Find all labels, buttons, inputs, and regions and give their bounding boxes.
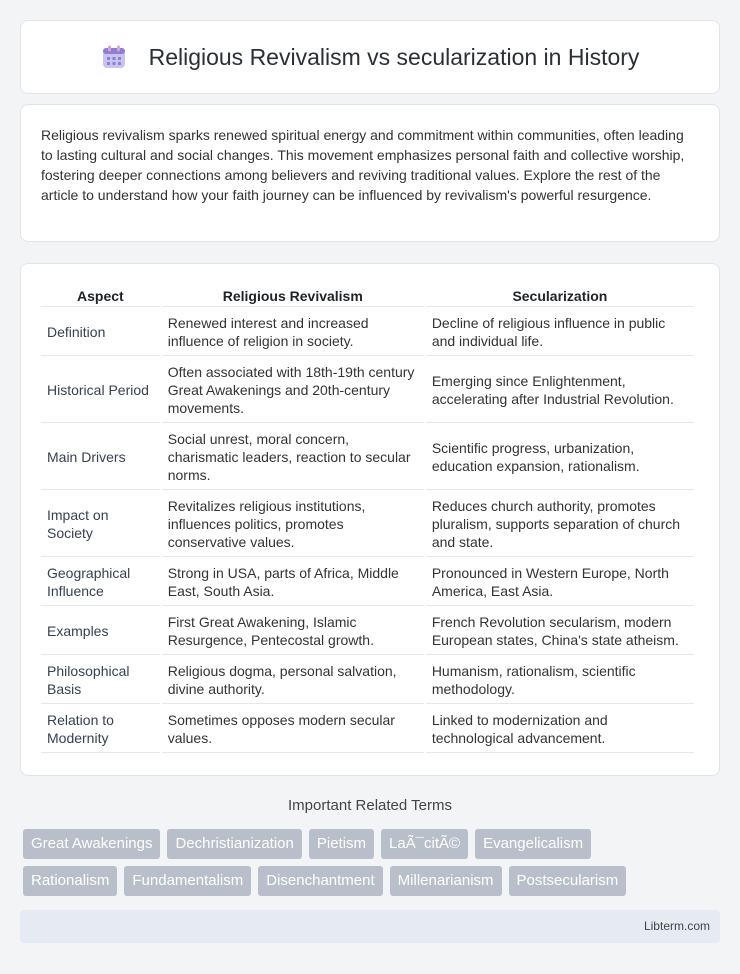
table-row xyxy=(41,706,694,753)
comparison-table-card xyxy=(20,263,720,776)
footer-site-link[interactable]: Libterm.com xyxy=(643,919,710,933)
table-row xyxy=(41,358,694,423)
related-terms-title: Important Related Terms xyxy=(288,797,452,814)
column-header-revivalism: Religious Revivalism xyxy=(162,286,424,307)
table-row xyxy=(41,492,694,557)
related-term-tag[interactable]: Fundamentalism xyxy=(124,866,251,896)
cell-secularization: Decline of religious influence in public and individual life. xyxy=(426,309,694,356)
cell-aspect: Examples xyxy=(41,608,160,655)
calendar-grid-icon xyxy=(101,44,127,70)
table-row xyxy=(41,309,694,356)
related-term-tag[interactable]: Rationalism xyxy=(23,866,117,896)
cell-aspect: Impact on Society xyxy=(41,492,160,557)
cell-revivalism: Renewed interest and increased influence of religion in society. xyxy=(162,309,424,356)
footer xyxy=(20,910,720,943)
column-header-aspect: Aspect xyxy=(41,286,160,307)
cell-secularization: Emerging since Enlightenment, accelerating after Industrial Revolution. xyxy=(426,358,694,423)
cell-aspect: Relation to Modernity xyxy=(41,706,160,753)
comparison-table xyxy=(39,284,696,755)
cell-aspect: Definition xyxy=(41,309,160,356)
cell-aspect: Geographical Influence xyxy=(41,559,160,606)
related-term-tag[interactable]: Great Awakenings xyxy=(23,829,160,859)
cell-secularization: French Revolution secularism, modern European states, China's state atheism. xyxy=(426,608,694,655)
cell-secularization: Scientific progress, urbanization, education expansion, rationalism. xyxy=(426,425,694,490)
header-card xyxy=(20,20,720,94)
cell-revivalism: Social unrest, moral concern, charismatic leaders, reaction to secular norms. xyxy=(162,425,424,490)
related-terms-row-2 xyxy=(23,866,723,896)
table-header-row xyxy=(41,286,694,307)
related-term-tag[interactable]: Disenchantment xyxy=(258,866,382,896)
cell-secularization: Linked to modernization and technological advancement. xyxy=(426,706,694,753)
related-term-tag[interactable]: Pietism xyxy=(309,829,374,859)
column-header-secularization: Secularization xyxy=(426,286,694,307)
table-row xyxy=(41,608,694,655)
related-term-tag[interactable]: Evangelicalism xyxy=(475,829,591,859)
cell-secularization: Pronounced in Western Europe, North America, East Asia. xyxy=(426,559,694,606)
cell-revivalism: Sometimes opposes modern secular values. xyxy=(162,706,424,753)
cell-revivalism: Religious dogma, personal salvation, divine authority. xyxy=(162,657,424,704)
intro-card xyxy=(20,104,720,242)
cell-secularization: Humanism, rationalism, scientific methodology. xyxy=(426,657,694,704)
cell-revivalism: Often associated with 18th-19th century Great Awakenings and 20th-century movements. xyxy=(162,358,424,423)
related-term-tag[interactable]: LaÃ¯citÃ© xyxy=(381,829,468,859)
table-row xyxy=(41,425,694,490)
cell-revivalism: Strong in USA, parts of Africa, Middle East, South Asia. xyxy=(162,559,424,606)
cell-aspect: Philosophical Basis xyxy=(41,657,160,704)
table-row xyxy=(41,657,694,704)
related-term-tag[interactable]: Postsecularism xyxy=(509,866,627,896)
related-term-tag[interactable]: Millenarianism xyxy=(390,866,502,896)
table-row xyxy=(41,559,694,606)
page-title: Religious Revivalism vs secularization in History xyxy=(148,43,640,70)
cell-aspect: Historical Period xyxy=(41,358,160,423)
cell-revivalism: Revitalizes religious institutions, influences politics, promotes conservative values. xyxy=(162,492,424,557)
cell-revivalism: First Great Awakening, Islamic Resurgence, Pentecostal growth. xyxy=(162,608,424,655)
cell-aspect: Main Drivers xyxy=(41,425,160,490)
cell-secularization: Reduces church authority, promotes pluralism, supports separation of church and state. xyxy=(426,492,694,557)
related-terms-row-1 xyxy=(23,829,723,859)
related-term-tag[interactable]: Dechristianization xyxy=(167,829,301,859)
intro-text: Religious revivalism sparks renewed spiritual energy and commitment within communities, often leading to lasting cultural and social changes. This movement emphasizes personal faith and collective worship, fostering deeper connections among believers and reviving traditional values. Explore the rest of the article to understand how your faith journey can be influenced by revivalism's powerful resurgence. xyxy=(41,127,685,203)
